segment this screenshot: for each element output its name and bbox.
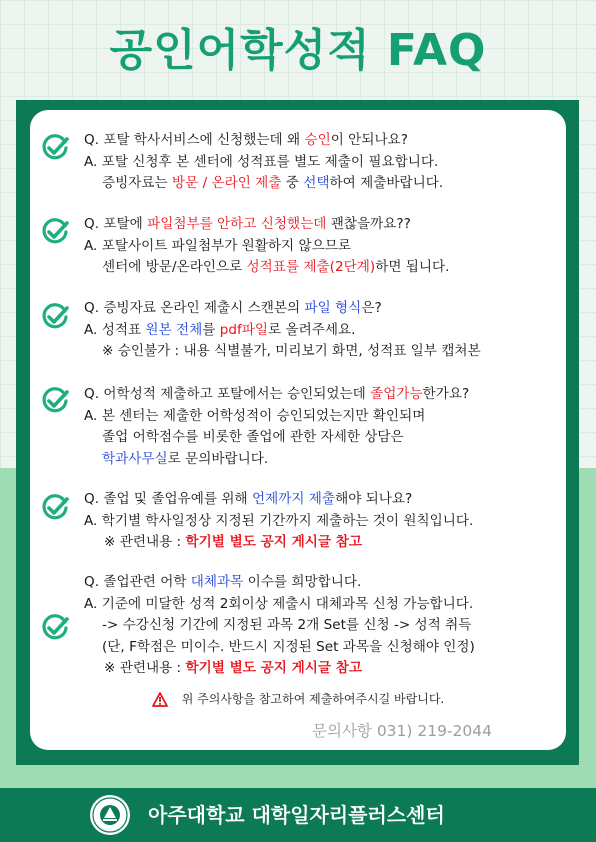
check-icon [40,613,70,643]
faq-item-4 [84,384,469,470]
warning-text: 위 주의사항을 참고하여 제출하여주시길 바랍니다. [181,692,445,706]
faq-item-6 [84,572,475,680]
warning-icon [152,692,168,707]
answer-6-line-3: (단, F학점은 미이수. 반드시 지정된 Set 과목을 신청해야 인정) [102,638,475,655]
check-icon [40,217,70,247]
check-icon [40,493,70,523]
question-1: Q. 포탈 학사서비스에 신청했는데 왜 승인이 안되나요? [84,132,408,148]
answer-3-line-2: ※ 승인불가 : 내용 식별불가, 미리보기 화면, 성적표 일부 캡쳐본 [102,343,481,359]
answer-1-line-2: 증빙자료는 방문 / 온라인 제출 중 선택하여 제출바랍니다. [102,175,444,191]
faq-item-5 [84,489,473,554]
answer-1-line-1: A. 포탈 신청후 본 센터에 성적표를 별도 제출이 필요합니다. [84,153,439,170]
university-emblem-icon [89,794,131,836]
footer-organization: 아주대학교 대학일자리플러스센터 [148,803,445,827]
question-5: Q. 졸업 및 졸업유예를 위해 언제까지 제출해야 되나요? [84,491,413,507]
question-3: Q. 증빙자료 온라인 제출시 스캔본의 파일 형식은? [84,300,382,316]
check-icon [40,386,70,416]
answer-6-line-2: -> 수강신청 기간에 지정된 과목 2개 Set를 신청 -> 성적 취득 [102,617,472,633]
answer-4-line-2: 졸업 어학점수를 비롯한 졸업에 관한 자세한 상담은 [102,429,404,445]
question-4: Q. 어학성적 제출하고 포탈에서는 승인되었는데 졸업가능한가요? [84,386,470,402]
answer-5-line-2: ※ 관련내용 : 학기별 별도 공지 게시글 참고 [104,534,362,550]
answer-4-line-1: A. 본 센터는 제출한 어학성적이 승인되었는지만 확인되며 [84,407,426,424]
faq-item-3 [84,298,481,363]
page-title: 공인어학성적 FAQ [109,25,487,76]
answer-2-line-1: A. 포탈사이트 파일첨부가 원활하지 않으므로 [84,237,352,254]
faq-item-2 [84,214,450,279]
question-6: Q. 졸업관련 어학 대체과목 이수를 희망합니다. [84,574,362,590]
check-icon [40,302,70,332]
question-2: Q. 포탈에 파일첨부를 안하고 신청했는데 괜찮을까요?? [84,216,411,232]
answer-6-line-1: A. 기준에 미달한 성적 2회이상 제출시 대체과목 신청 가능합니다. [84,595,474,612]
answer-4-line-3: 학과사무실로 문의바랍니다. [102,450,269,467]
answer-3-line-1: A. 성적표 원본 전체를 pdf파일로 올려주세요. [84,321,356,338]
faq-item-1 [84,130,443,195]
warning-notice [0,690,596,707]
contact-phone: 문의사항 031) 219-2044 [312,722,493,740]
answer-2-line-2: 센터에 방문/온라인으로 성적표를 제출(2단계)하면 됩니다. [102,259,450,275]
check-icon [40,133,70,163]
answer-6-line-4: ※ 관련내용 : 학기별 별도 공지 게시글 참고 [104,660,362,676]
answer-5-line-1: A. 학기별 학사일정상 지정된 기간까지 제출하는 것이 원칙입니다. [84,512,474,529]
